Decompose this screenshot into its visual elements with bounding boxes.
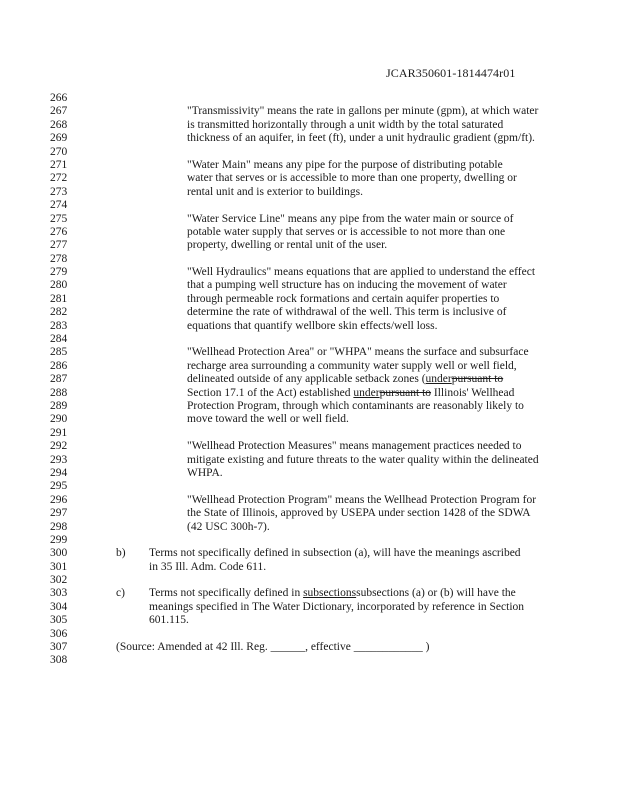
line-number: 272 <box>50 172 68 185</box>
line-number: 279 <box>50 266 68 279</box>
line-number: 304 <box>50 600 68 613</box>
line-number: 269 <box>50 132 68 145</box>
line-number: 289 <box>50 399 68 412</box>
definition-text: the State of Illinois, approved by USEPA under section 1428 of the SDWA <box>187 507 531 520</box>
line-number: 294 <box>50 466 68 479</box>
line-number: 297 <box>50 507 68 520</box>
definition-text: delineated outside of any applicable setback zones ( <box>187 373 426 386</box>
line-number: 306 <box>50 627 68 640</box>
line-number: 276 <box>50 225 68 238</box>
definition-text: "Well Hydraulics" means equations that are applied to understand the effect <box>187 266 536 279</box>
definition-text: potable water supply that serves or is accessible to not more than one <box>187 225 506 238</box>
definition-text: "Transmissivity" means the rate in gallons per minute (gpm), at which water <box>187 105 539 118</box>
line-number: 290 <box>50 413 68 426</box>
line-number: 268 <box>50 118 68 131</box>
line-number: 296 <box>50 493 68 506</box>
definition-text: is transmitted horizontally through a unit width by the total saturated <box>187 118 504 131</box>
line-number: 308 <box>50 654 68 667</box>
document-body <box>0 92 618 668</box>
definition-text-amended <box>187 373 503 386</box>
subsection-text: Terms not specifically defined in <box>149 587 304 600</box>
line-number: 286 <box>50 359 68 372</box>
line-number: 277 <box>50 239 68 252</box>
line-number: 302 <box>50 574 68 587</box>
definition-text: rental unit and is exterior to buildings. <box>187 185 363 198</box>
definition-text: equations that quantify wellbore skin effects/well loss. <box>187 319 438 332</box>
line-number: 274 <box>50 199 68 212</box>
line-number: 266 <box>50 92 68 104</box>
definition-text: "Wellhead Protection Measures" means management practices needed to <box>187 440 522 453</box>
inserted-text: under <box>425 373 452 386</box>
subsection-text: meanings specified in The Water Dictionary, incorporated by reference in Section <box>149 600 525 613</box>
definition-text: "Water Main" means any pipe for the purpose of distributing potable <box>187 158 503 171</box>
line-number: 291 <box>50 426 68 439</box>
line-number: 270 <box>50 145 68 158</box>
definition-text-amended <box>187 387 514 400</box>
line-number: 307 <box>50 641 68 654</box>
definition-text: "Water Service Line" means any pipe from the water main or source of <box>187 212 514 225</box>
inserted-text: subsections <box>303 587 357 600</box>
subsection-marker: c) <box>116 587 125 600</box>
definition-text: Protection Program, through which contaminants are reasonably likely to <box>187 399 524 412</box>
line-number: 298 <box>50 520 68 533</box>
definition-text: move toward the well or well field. <box>187 413 349 426</box>
subsection-text: subsections (a) or (b) will have the <box>356 587 516 600</box>
definition-text: property, dwelling or rental unit of the user. <box>187 239 388 252</box>
line-number: 282 <box>50 306 68 319</box>
line-number: 303 <box>50 587 68 600</box>
definition-text: Illinois' Wellhead <box>431 386 515 399</box>
subsection-text-amended <box>149 587 516 600</box>
line-number: 288 <box>50 386 68 399</box>
source-note: (Source: Amended at 42 Ill. Reg. ______, effective ____________ ) <box>116 641 430 654</box>
line-number: 301 <box>50 560 68 573</box>
subsection-text: 601.115. <box>149 614 189 627</box>
definition-text: determine the rate of withdrawal of the well. This term is inclusive of <box>187 306 507 319</box>
line-number: 273 <box>50 185 68 198</box>
inserted-text: under <box>353 386 380 399</box>
definition-text: WHPA. <box>187 466 223 479</box>
line-number: 267 <box>50 105 68 118</box>
line-number: 284 <box>50 333 68 346</box>
definition-text: recharge area surrounding a community water supply well or well field, <box>187 359 517 372</box>
line-number: 283 <box>50 319 68 332</box>
definition-text: that a pumping well structure has on inducing the movement of water <box>187 279 507 292</box>
subsection-text: in 35 Ill. Adm. Code 611. <box>149 560 267 573</box>
line-number: 281 <box>50 292 68 305</box>
line-number: 278 <box>50 252 68 265</box>
deleted-text: pursuant to <box>379 386 432 399</box>
line-number: 299 <box>50 533 68 546</box>
definition-text: (42 USC 300h-7). <box>187 520 270 533</box>
subsection-text: Terms not specifically defined in subsection (a), will have the meanings ascribed <box>149 547 521 560</box>
line-number: 287 <box>50 373 68 386</box>
definition-text: through permeable rock formations and certain aquifer properties to <box>187 292 500 305</box>
definition-text: thickness of an aquifer, in feet (ft), under a unit hydraulic gradient (gpm/ft). <box>187 132 535 145</box>
document-id: JCAR350601-1814474r01 <box>386 66 516 80</box>
line-number: 275 <box>50 212 68 225</box>
line-number: 300 <box>50 547 68 560</box>
definition-text: mitigate existing and future threats to the water quality within the delineated <box>187 453 539 466</box>
line-number: 305 <box>50 614 68 627</box>
definition-text: water that serves or is accessible to more than one property, dwelling or <box>187 172 517 185</box>
line-number: 292 <box>50 440 68 453</box>
deleted-text: pursuant to <box>451 373 504 386</box>
definition-line <box>0 105 618 118</box>
definition-text: "Wellhead Protection Area" or "WHPA" means the surface and subsurface <box>187 346 529 359</box>
line-number: 280 <box>50 279 68 292</box>
line-number: 293 <box>50 453 68 466</box>
line-number: 285 <box>50 346 68 359</box>
line-number: 271 <box>50 158 68 171</box>
definition-text: Section 17.1 of the Act) established <box>187 386 354 399</box>
subsection-marker: b) <box>116 547 126 560</box>
definition-text: "Wellhead Protection Program" means the Wellhead Protection Program for <box>187 493 537 506</box>
line-number: 295 <box>50 480 68 493</box>
